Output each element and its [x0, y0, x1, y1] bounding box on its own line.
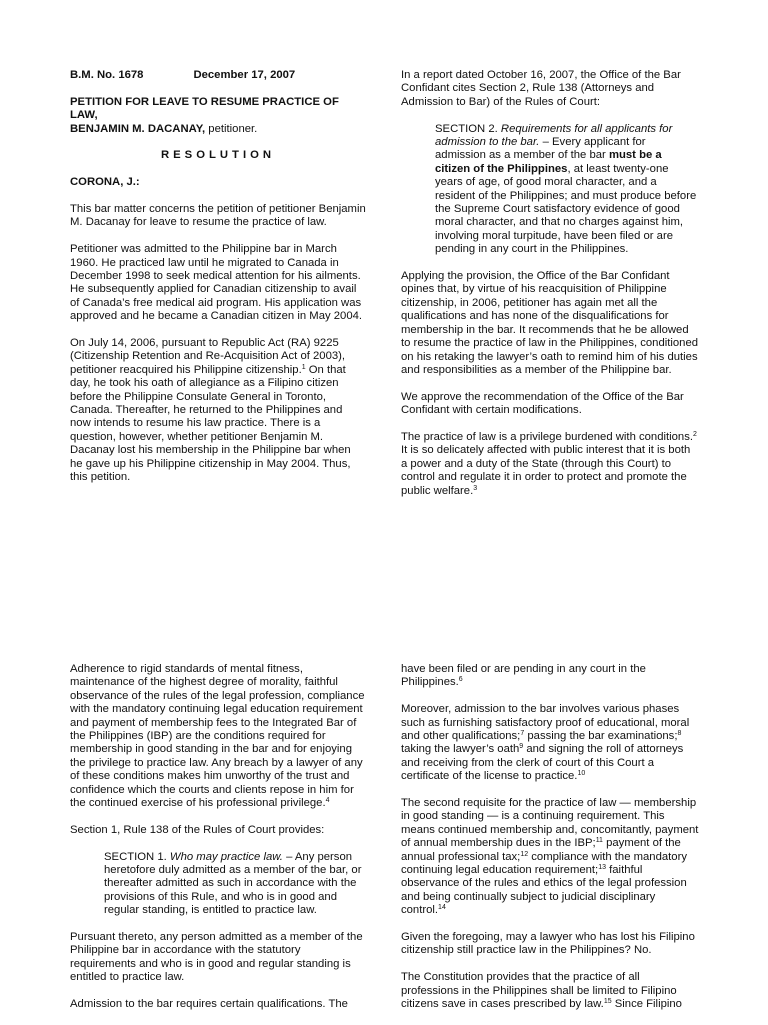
text-run: payment of the annual professional tax; [401, 837, 681, 863]
text-run: Adherence to rigid standards of mental fitness, maintenance of the highest degree of morality, faithful observance of the rules of the legal profession, compliance with the mandatory continuing legal education requirement and payment of membership fees to the Integrated Bar of the Philippines (IBP) are the conditions required for membership in good standing in the bar and for enjoying the privilege to practice law. Any breach by a lawyer of any of these conditions makes him unworthy of the trust and confidence which the courts and clients repose in him for the continued exercise of his professional privilege. [70, 663, 365, 810]
paragraph: Petitioner was admitted to the Philippine bar in March 1960. He practiced law until he migrated to Canada in December 1998 to seek medical attention for his ailments. He subsequently applied for Canadian citizenship to avail of Canada’s free medical aid program. His application was approved and he became a Canadian citizen in May 2004. [70, 243, 363, 323]
paragraph [70, 663, 366, 810]
paragraph [401, 431, 699, 498]
case-header [70, 69, 366, 82]
page2-right-column [401, 663, 699, 1025]
decision-date: December 17, 2007 [193, 69, 296, 81]
section-caption: Requirements for all applicants for admission to the bar. [435, 122, 673, 149]
text-run: have been filed or are pending in any court in the Philippines. [401, 663, 646, 689]
text-run: faithful observance of the rules and ethics of the legal profession and being continually subject to judicial disciplinary control. [401, 864, 687, 917]
footnote-ref[interactable]: 3 [473, 484, 478, 492]
paragraph: This bar matter concerns the petition of petitioner Benjamin M. Dacanay for leave to resume the practice of law. [70, 203, 366, 229]
footnote-ref[interactable]: 4 [325, 797, 330, 805]
text-run: It is so delicately affected with public interest that it is both a power and a duty of the State (through this Court) to control and regulate it in order to protect and promote the public welfare. [401, 444, 691, 497]
footnote-ref[interactable]: 6 [458, 676, 463, 684]
page2-left-column [70, 663, 366, 1025]
paragraph: Pursuant thereto, any person admitted as a member of the Philippine bar in accordance with the statutory requirements and who is in good and regular standing is entitled to practice law. [70, 931, 363, 984]
footnote-ref[interactable]: 15 [603, 998, 612, 1006]
petitioner-role: petitioner. [205, 122, 258, 135]
text-run: taking the lawyer’s oath [401, 743, 520, 756]
ponente: CORONA, J.: [70, 176, 140, 189]
paragraph: Applying the provision, the Office of the Bar Confidant opines that, by virtue of his reacquisition of Philippine citizenship, in 2006, petitioner has again met all the qualifications and has none of the disqualifications for membership in the bar. It recommends that he be allowed to resume the practice of law in the Philippines, conditioned on his retaking the lawyer’s oath to remind him of his duties and responsibilities as a member of the Philippine bar. [401, 270, 699, 376]
text-run: , at least twenty-one years of age, of good moral character, and a resident of the Philippines; and must produce before the Supreme Court satisfactory evidence of good moral character, and that no charges against him, involving moral turpitude, have been filed or are pending in any court in the Philippines. [435, 162, 697, 256]
footnote-ref[interactable]: 12 [520, 850, 529, 858]
resolution-heading: RESOLUTION [160, 149, 276, 162]
page1-right-column [401, 69, 699, 511]
petition-title: PETITION FOR LEAVE TO RESUME PRACTICE OF LAW, [70, 95, 339, 122]
footnote-ref[interactable]: 7 [520, 730, 525, 738]
paragraph [401, 797, 699, 918]
page1-left-column [70, 69, 366, 498]
text-run: The second requisite for the practice of law — membership in good standing — is a continuing requirement. This means continued membership and, concomitantly, payment of annual membership dues in the IBP; [401, 797, 699, 850]
footnote-ref[interactable]: 9 [519, 743, 524, 751]
quoted-provision [401, 123, 699, 257]
paragraph: We approve the recommendation of the Office of the Bar Confidant with certain modifications. [401, 390, 684, 417]
text-run: Moreover, admission to the bar involves various phases such as furnishing satisfactory proof of educational, moral and other qualifications; [401, 703, 690, 743]
case-title [70, 96, 366, 136]
text-run: – Every applicant for admission as a member of the bar [435, 136, 646, 162]
text-run: passing the bar examinations; [524, 730, 678, 743]
footnote-ref[interactable]: 11 [595, 837, 603, 845]
text-run: Since Filipino [611, 998, 682, 1011]
footnote-ref[interactable]: 14 [438, 904, 446, 912]
footnote-ref[interactable]: 2 [693, 430, 697, 438]
text-run: The Constitution provides that the practice of all professions in the Philippines shall be limited to Filipino citizens save in cases prescribed by law. [401, 971, 677, 1011]
quoted-provision [70, 851, 366, 918]
footnote-ref[interactable]: 1 [301, 363, 306, 371]
footnote-ref[interactable]: 13 [598, 864, 606, 872]
paragraph: Section 1, Rule 138 of the Rules of Court provides: [70, 823, 325, 836]
text-run: On that day, he took his oath of allegiance as a Filipino citizen before the Philippine Consulate General in Toronto, Canada. Thereafter, he returned to the Philippines and now intends to resume his law practice. There is a question, however, whether petitioner Benjamin M. Dacanay lost his membership in the Philippine bar when he gave up his Philippine citizenship in May 2004. Thus, this petition. [70, 363, 351, 484]
footnote-ref[interactable]: 10 [577, 770, 586, 778]
bm-number: B.M. No. 1678 [70, 69, 144, 81]
paragraph [401, 663, 699, 690]
paragraph: In a report dated October 16, 2007, the Office of the Bar Confidant cites Section 2, Rule 138 (Attorneys and Admission to Bar) of the Rules of Court: [401, 69, 681, 108]
paragraph: Given the foregoing, may a lawyer who has lost his Filipino citizenship still practice law in the Philippines? No. [401, 931, 695, 957]
petitioner-name: BENJAMIN M. DACANAY, [70, 122, 206, 135]
paragraph [401, 971, 699, 1011]
text-run: and signing the roll of attorneys and receiving from the clerk of court of this Court a certificate of the license to practice. [401, 743, 684, 783]
text-run: compliance with the mandatory continuing legal education requirement; [401, 850, 687, 877]
footnote-ref[interactable]: 8 [677, 730, 682, 738]
section-caption: Who may practice law. [169, 850, 283, 863]
text-run: The practice of law is a privilege burdened with conditions. [401, 430, 693, 443]
section-label: SECTION 2. [435, 122, 501, 135]
emphasis: must be a citizen of the Philippines [435, 149, 662, 175]
text-run: – Any person heretofore duly admitted as a member of the bar, or thereafter admitted as such in accordance with the provisions of this Rule, and who is in good and regular standing, is entitled to practice law. [104, 850, 362, 917]
paragraph [401, 703, 699, 783]
section-label: SECTION 1. [104, 850, 170, 863]
text-run: On July 14, 2006, pursuant to Republic Act (RA) 9225 (Citizenship Retention and Re-Acquisition Act of 2003), petitioner reacquired his Philippine citizenship. [70, 337, 346, 376]
paragraph [70, 337, 366, 484]
paragraph: Admission to the bar requires certain qualifications. The [70, 998, 348, 1011]
